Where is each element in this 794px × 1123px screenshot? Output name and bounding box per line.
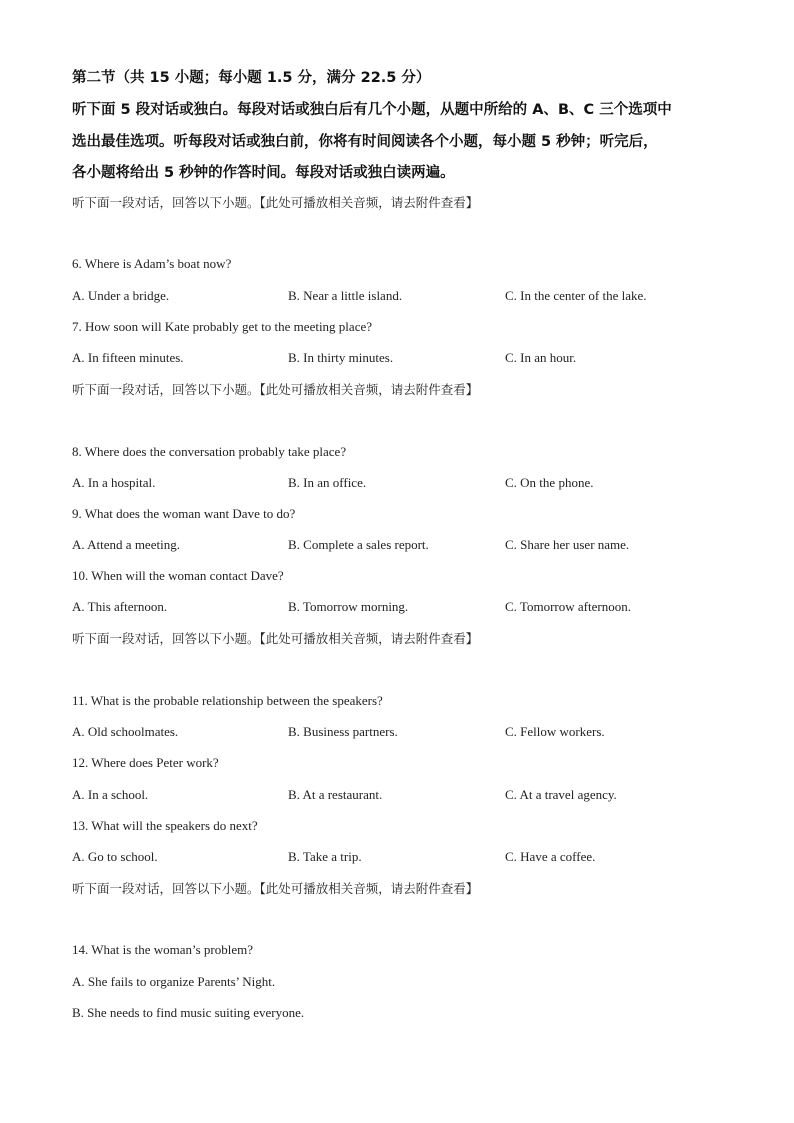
question-11: 11. What is the probable relationship between the speakers?: [72, 693, 383, 708]
option-a: A. In a hospital.: [72, 475, 156, 490]
option-b: B. Tomorrow morning.: [288, 599, 409, 614]
option-c: C. Tomorrow afternoon.: [505, 599, 631, 614]
option-a: A. In a school.: [72, 787, 149, 802]
option-a: A. Attend a meeting.: [72, 537, 180, 552]
option-a: A. Under a bridge.: [72, 288, 170, 303]
instruction-line-1: 听下面 5 段对话或独白。每段对话或独白后有几个小题，从题中所给的 A、B、C 三个选项中: [72, 102, 672, 118]
option-c: C. Share her user name.: [505, 537, 630, 552]
audio-direction: 听下面一段对话，回答以下小题。【此处可播放相关音频，请去附件查看】: [72, 631, 479, 646]
options-row-8: [72, 475, 732, 493]
options-row-6: [72, 288, 732, 306]
option-c: C. Fellow workers.: [505, 724, 605, 739]
question-8: 8. Where does the conversation probably take place?: [72, 444, 347, 459]
question-14: 14. What is the woman’s problem?: [72, 942, 254, 957]
option-c: C. On the phone.: [505, 475, 594, 490]
question-9: 9. What does the woman want Dave to do?: [72, 506, 296, 521]
option-b: B. Business partners.: [288, 724, 398, 739]
option-c: C. In an hour.: [505, 350, 577, 365]
instruction-line-2: 选出最佳选项。听每段对话或独白前，你将有时间阅读各个小题，每小题 5 秒钟；听完后，: [72, 134, 658, 150]
option-b: B. Complete a sales report.: [288, 537, 429, 552]
options-row-13: [72, 849, 732, 867]
option-b: B. In an office.: [288, 475, 367, 490]
options-row-10: [72, 599, 732, 617]
instruction-line-3: 各小题将给出 5 秒钟的作答时间。每段对话或独白读两遍。: [72, 165, 455, 181]
audio-direction: 听下面一段对话，回答以下小题。【此处可播放相关音频，请去附件查看】: [72, 382, 479, 397]
question-12: 12. Where does Peter work?: [72, 755, 219, 770]
option-c: C. Have a coffee.: [505, 849, 596, 864]
option-b: B. At a restaurant.: [288, 787, 383, 802]
options-row-12: [72, 787, 732, 805]
options-row-9: [72, 537, 732, 555]
option-c: C. In the center of the lake.: [505, 288, 647, 303]
option-b: B. In thirty minutes.: [288, 350, 394, 365]
option-a: A. She fails to organize Parents’ Night.: [72, 974, 276, 989]
option-b: B. Take a trip.: [288, 849, 362, 864]
question-7: 7. How soon will Kate probably get to the meeting place?: [72, 319, 373, 334]
audio-direction: 听下面一段对话，回答以下小题。【此处可播放相关音频，请去附件查看】: [72, 881, 479, 896]
option-b: B. Near a little island.: [288, 288, 403, 303]
audio-direction: 听下面一段对话，回答以下小题。【此处可播放相关音频，请去附件查看】: [72, 195, 479, 210]
question-13: 13. What will the speakers do next?: [72, 818, 258, 833]
section-title: 第二节（共 15 小题；每小题 1.5 分，满分 22.5 分）: [72, 70, 431, 86]
options-row-11: [72, 724, 732, 742]
option-b: B. She needs to find music suiting everyone.: [72, 1005, 305, 1020]
option-a: A. Go to school.: [72, 849, 158, 864]
question-6: 6. Where is Adam’s boat now?: [72, 256, 232, 271]
options-row-7: [72, 350, 732, 368]
option-a: A. In fifteen minutes.: [72, 350, 184, 365]
question-10: 10. When will the woman contact Dave?: [72, 568, 284, 583]
option-a: A. This afternoon.: [72, 599, 168, 614]
option-c: C. At a travel agency.: [505, 787, 617, 802]
option-a: A. Old schoolmates.: [72, 724, 179, 739]
